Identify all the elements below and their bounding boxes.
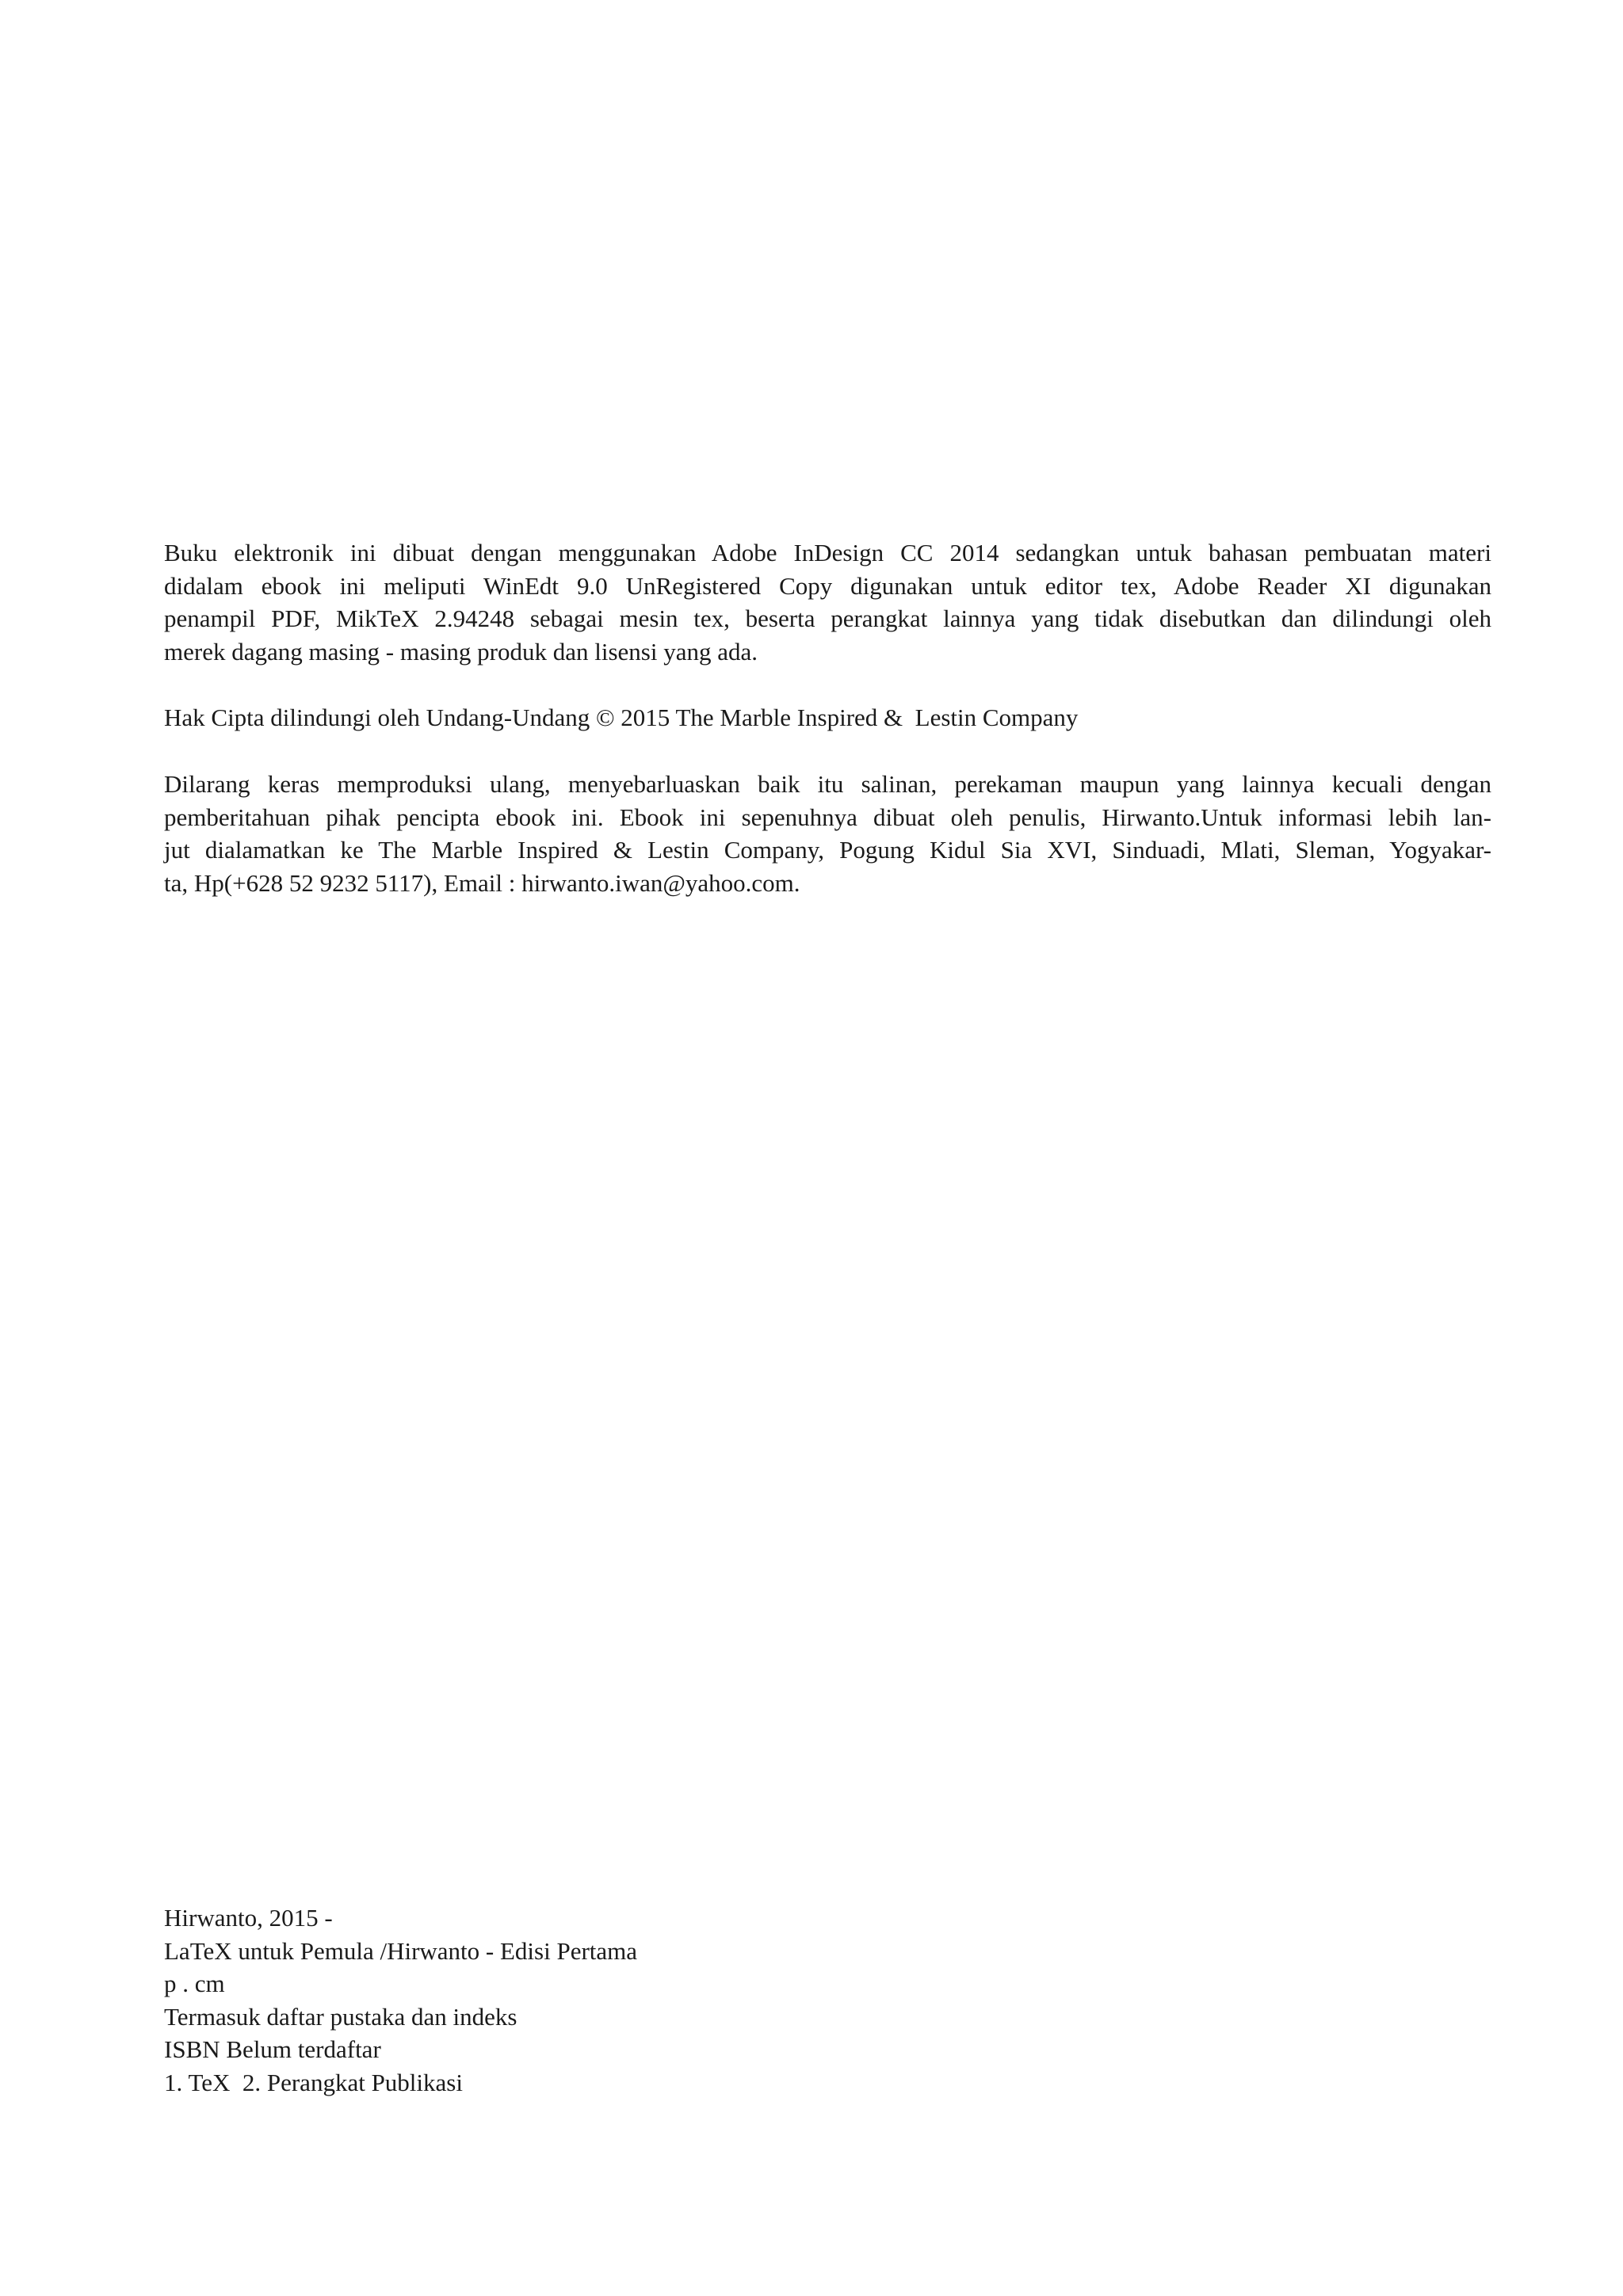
catalog-isbn: ISBN Belum terdaftar [164, 2035, 381, 2063]
catalog-entry [164, 1901, 877, 2099]
software-info-paragraph [164, 536, 1491, 668]
prohibition-paragraph [164, 768, 1491, 899]
prohibition-line-1: Dilarang keras memproduksi ulang, menyebarluaskan baik itu salinan, perekaman maupun yang lainnya kecuali dengan [164, 770, 1491, 798]
catalog-contents-note: Termasuk daftar pustaka dan indeks [164, 2002, 517, 2031]
catalog-subjects: 1. TeX 2. Perangkat Publikasi [164, 2068, 463, 2096]
copyright-line: Hak Cipta dilindungi oleh Undang-Undang © 2015 The Marble Inspired & Lestin Company [164, 704, 1079, 731]
prohibition-line-2: pemberitahuan pihak pencipta ebook ini. Ebook ini sepenuhnya dibuat oleh penulis, Hirwanto.Untuk informasi lebih lan- [164, 803, 1491, 831]
catalog-title: LaTeX untuk Pemula /Hirwanto - Edisi Pertama [164, 1936, 638, 1965]
catalog-size: p . cm [164, 1970, 225, 1997]
software-info-line-4: merek dagang masing - masing produk dan lisensi yang ada. [164, 637, 758, 666]
prohibition-line-4: ta, Hp(+628 52 9232 5117), Email : hirwanto.iwan@yahoo.com. [164, 868, 800, 897]
software-info-line-1: Buku elektronik ini dibuat dengan menggunakan Adobe InDesign CC 2014 sedangkan untuk bahasan pembuatan materi [164, 539, 1491, 566]
copyright-notice [164, 701, 1491, 734]
prohibition-line-3: jut dialamatkan ke The Marble Inspired & Lestin Company, Pogung Kidul Sia XVI, Sinduadi, Mlati, Sleman, Yogyakar- [164, 836, 1491, 864]
software-info-line-2: didalam ebook ini meliputi WinEdt 9.0 UnRegistered Copy digunakan untuk editor tex, Adobe Reader XI digunakan [164, 571, 1491, 600]
catalog-author-year: Hirwanto, 2015 - [164, 1904, 333, 1932]
software-info-line-3: penampil PDF, MikTeX 2.94248 sebagai mesin tex, beserta perangkat lainnya yang tidak disebutkan dan dilindungi oleh [164, 605, 1491, 632]
